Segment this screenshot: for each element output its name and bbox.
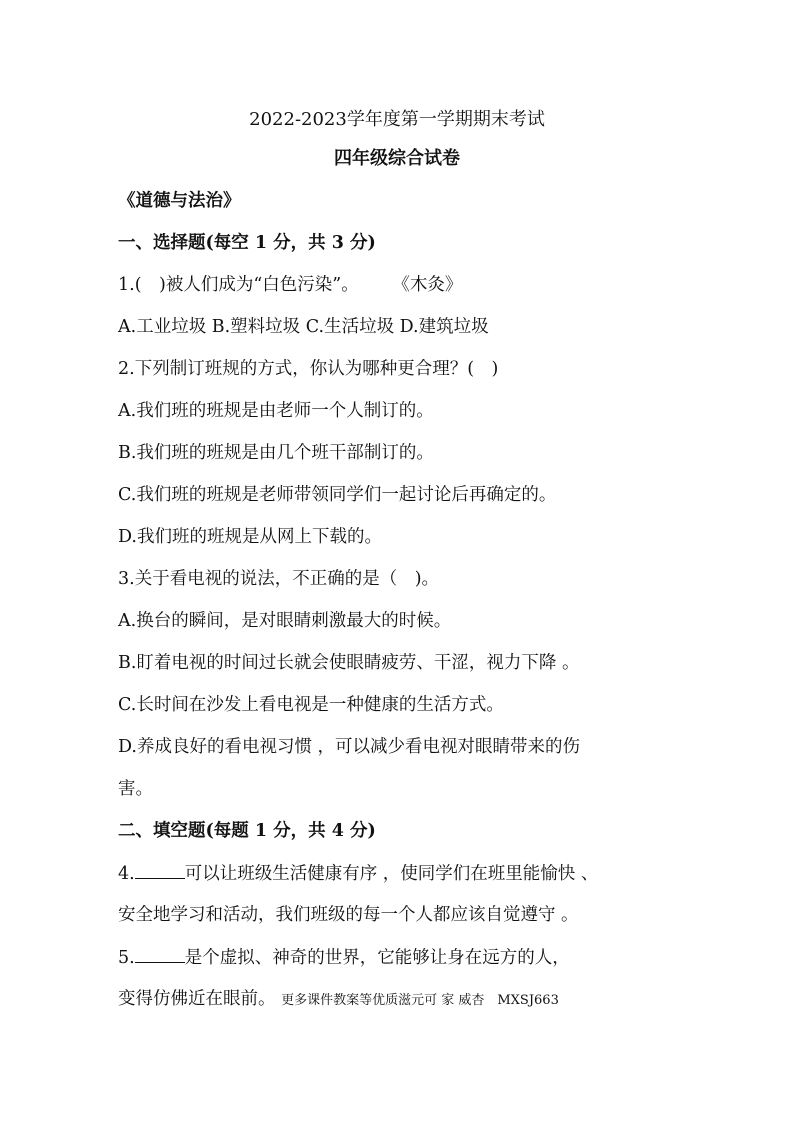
- question-5-cont: [118, 988, 559, 1012]
- question-3-option-b: B.盯着电视的时间过长就会使眼睛疲劳、干涩，视力下降 。: [118, 653, 580, 673]
- question-5-text: 是个虚拟、神奇的世界，它能够让身在远方的人，: [184, 948, 570, 968]
- section-2-heading: 二、填空题(每题 1 分，共 4 分): [118, 821, 376, 841]
- question-2-option-a: A.我们班的班规是由老师一个人制订的。: [118, 401, 434, 421]
- question-2-option-c: C.我们班的班规是老师带领同学们一起讨论后再确定的。: [118, 485, 557, 505]
- question-4: [118, 862, 598, 885]
- question-1: [118, 274, 462, 296]
- question-4-number: 4.: [118, 864, 135, 884]
- question-3-option-c: C.长时间在沙发上看电视是一种健康的生活方式。: [118, 695, 504, 715]
- question-5: [118, 946, 570, 969]
- question-2-option-b: B.我们班的班规是由几个班干部制订的。: [118, 443, 434, 463]
- question-5-number: 5.: [118, 948, 135, 968]
- question-1-text: 1.( )被人们成为“白色污染”。: [118, 275, 359, 295]
- answer-blank: [135, 862, 185, 879]
- watermark-text: 更多课件教案等优质滋元可 家 威杏 MXSJ663: [281, 993, 559, 1008]
- section-1-heading: 一、选择题(每空 1 分，共 3 分): [118, 233, 376, 253]
- question-3-option-d: D.养成良好的看电视习惯 ，可以减少看电视对眼睛带来的伤: [118, 737, 581, 757]
- subject-title: 《道德与法治》: [118, 191, 241, 211]
- question-3: 3.关于看电视的说法，不正确的是（ )。: [118, 569, 440, 589]
- question-3-option-d-cont: 害。: [118, 779, 153, 799]
- question-4-cont: 安全地学习和活动，我们班级的每一个人都应该自觉遵守 。: [118, 905, 579, 925]
- question-1-options: A.工业垃圾 B.塑料垃圾 C.生活垃圾 D.建筑垃圾: [118, 317, 489, 337]
- question-1-note: 《木灸》: [392, 275, 463, 295]
- exam-title: 2022-2023学年度第一学期期末考试: [249, 109, 545, 130]
- question-4-text: 可以让班级生活健康有序 ，使同学们在班里能愉快 、: [184, 864, 599, 884]
- question-2-option-d: D.我们班的班规是从网上下载的。: [118, 527, 382, 547]
- question-3-option-a: A.换台的瞬间，是对眼睛刺激最大的时候。: [118, 611, 452, 631]
- question-5-text-cont: 变得仿佛近在眼前。: [118, 989, 276, 1009]
- exam-subtitle: 四年级综合试卷: [334, 148, 460, 169]
- question-2: 2.下列制订班规的方式，你认为哪种更合理？( ): [118, 359, 499, 379]
- answer-blank: [135, 946, 185, 963]
